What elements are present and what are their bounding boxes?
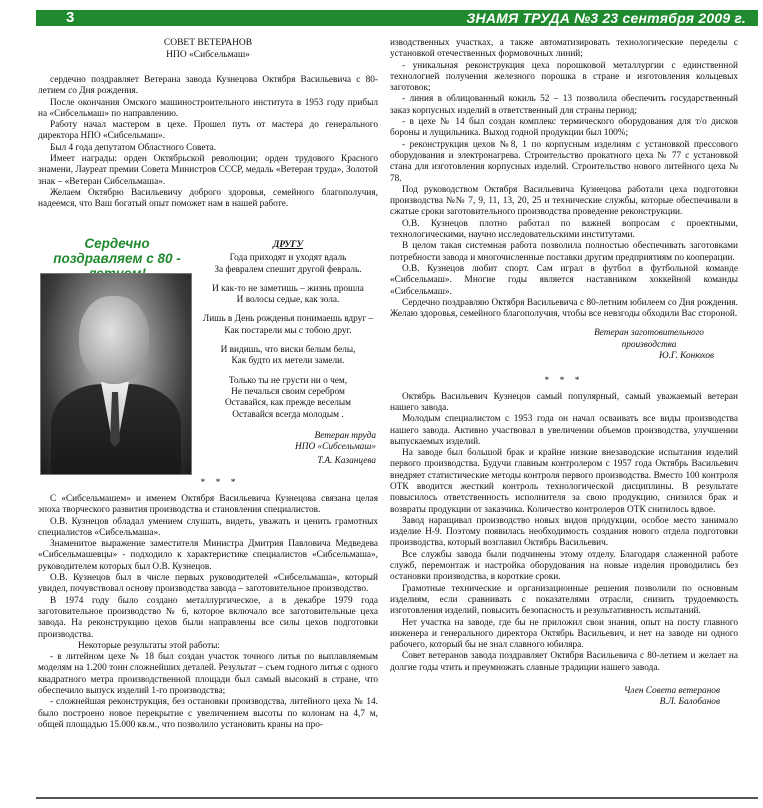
poem-signature-org: Ветеран труда НПО «Сибсельмаш» (295, 430, 376, 453)
poem-stanza: Года приходят и уходят вдаль За февралем спешит другой февраль. (214, 253, 362, 275)
paragraph: Совет ветеранов завода поздравляет Октября Васильевича с 80-летием и желает на долгие годы чтить и преумножать славные традиции нашего завода. (390, 651, 738, 673)
page-number: 3 (66, 9, 75, 26)
paragraph: Некоторые результаты этой работы: (78, 640, 220, 651)
signature-org: Член Совета ветеранов (624, 686, 720, 697)
signature-name: В.Л. Балобанов (659, 697, 720, 708)
paragraph: - сложнейшая реконструкция, без остановки производства, литейного цеха № 14. было построено новое перекрытие с увеличением высоты по колонам на 4,7 м, общей площадью 15.000 кв.м., что позволило установить краны на про- (38, 697, 378, 730)
greeting-headline: Сердечно поздравляем с 80 - (53, 236, 181, 266)
section-separator: * * * (200, 478, 240, 488)
paragraph: На заводе был большой брак и крайне низкие внезаводские испытания изделий первого производства. Будучи главным контролером с 1957 года Октябрь Васильевич внедряет статистические методы контроля первого производства. Вместо 100 контроля ОТК вводится жесткий контроль технологической дисциплины. В результате повысилось ответственность исполнителя за свою продукцию, снизился брак и возвраты продукции от заказчика. Количество контролеров ОТК снизилось вдвое. (390, 448, 738, 515)
paragraph: изводственных участках, а также автоматизировать технологические переделы с установкой отечественных формовочных линий; (390, 38, 738, 60)
paragraph: Молодым специалистом с 1953 года он начал осваивать все виды производства нашего завода. Активно участвовал в увеличении объемов производства, улучшении выпускаемых изделий. (390, 414, 738, 447)
poem-title: ДРУГУ (273, 240, 303, 250)
article-right-column (390, 38, 738, 709)
paragraph: В целом такая системная работа позволила полностью обеспечивать заготовками потребности завода и многочисленные поставки другим предприятиям по кооперации. (390, 241, 738, 263)
poem-stanza: Только ты не грусти ни о чем, Не печалься своим серебром Оставайся, как прежде веселым Оставайся всегда молодым . (224, 375, 352, 420)
bottom-rule (36, 797, 758, 799)
signature-name: Ю.Г. Конюхов (659, 351, 714, 362)
paragraph: - в литейном цехе № 18 был создан участок точного литья по выплавляемым моделям на 1.200 тонн сложнейших деталей. Результат – съем годного литья с одного квадратного метра производственной площади был самый высокий в стране, что обеспечило выпуск изделий 1-го производства; (38, 652, 378, 697)
paragraph: Все службы завода были подчинены этому отделу. Благодаря слаженной работе служб, перемонтаж и настройка оборудования на новые изделия проводились без остановки производства, в короткие сроки. (390, 549, 738, 583)
article-veterans-greeting (38, 38, 378, 211)
paragraph: сердечно поздравляет Ветерана завода Кузнецова Октября Васильевича с 80-летием со Дня рождения. (38, 75, 378, 97)
paragraph: Имеет награды: орден Октябрьской революции; орден трудового Красного знамени, Лауреат премии Совета Министров СССР, медаль «Ветеран труда», Золотой знак – «Ветеран Сибсельмаша». (38, 154, 378, 187)
paragraph: Нет участка на заводе, где бы не приложил свои знания, опыт на посту главного инженера и генерального директора Октябрь Васильевич, и нет на заводе ни одного рабочего, который бы не знал славного юбиляра. (390, 617, 738, 651)
section-separator: * * * (544, 376, 584, 387)
paragraph: В 1974 году было создано металлургическое, а в декабре 1979 года заготовительное производство № 6, которое включало все заготовительные цеха завода. На реконструкцию цехов были направлены все силы цехов подготовки производства. (38, 595, 378, 640)
paragraph: - уникальная реконструкция цеха порошковой металлургии с единственной технологией получения железного порошка в стране и изготовления кольцевых заготовок; (390, 60, 738, 94)
paragraph: - в цехе № 14 был создан комплекс термического оборудования для т/о дисков бороны и лущильника. Выход годной продукции был 100%; (390, 117, 738, 139)
paragraph: Был 4 года депутатом Областного Совета. (50, 142, 217, 153)
paragraph: Сердечно поздравляю Октября Васильевича с 80-летним юбилеем со Дня рождения. Желаю здоровья, семейного благополучия, чтобы все невзгоды обходили Вас стороной. (390, 297, 738, 320)
org-name-line2: НПО «Сибсельмаш» (166, 49, 250, 60)
paragraph: После окончания Омского машиностроительного института в 1953 году прибыл на «Сибсельмаш» по направлению. (38, 97, 378, 119)
paragraph: Знаменитое выражение заместителя Министра Дмитрия Павловича Медведева «Сибсельмашевцы» - подходило к характеристике специалистов «Сибсельмаша», руководителем которых был О.В. Кузнецов. (38, 539, 378, 572)
paragraph: Грамотные технические и организационные решения позволили по основным изделиям, если сравнивать с показателями отрасли, снизить трудоемкость изготовления изделий, повысить безопасность и результативность испытаний. (390, 583, 738, 617)
paragraph: Октябрь Васильевич Кузнецов самый популярный, самый уважаемый ветеран нашего завода. (390, 391, 738, 413)
paragraph: О.В. Кузнецов обладал умением слушать, видеть, уважать и ценить грамотных специалистов «Сибсельмаша». (38, 516, 378, 538)
poem-stanza: И видишь, что виски белым белы, Как будто их метели замели. (220, 345, 356, 367)
paragraph: - реконструкция цехов №8, 1 по корпусным изделиям с установкой прессового оборудования и электронагрева. Строительство прокатного цеха № 77 с установкой стана для изготовления корпусных изделий. Строительство нового литейного цеха № 78. (390, 139, 738, 184)
paragraph: О.В. Кузнецов плотно работал по важней вопросам с проектными, технологическими, научно исследовательскими институтами. (390, 218, 738, 241)
newspaper-title: ЗНАМЯ ТРУДА №3 23 сентября 2009 г. (466, 10, 746, 26)
paragraph: О.В. Кузнецов любит спорт. Сам играл в футбол в футбольной команде «Сибсельмаш». Многие годы является наставником хоккейной команды «Сибсельмаш». (390, 263, 738, 297)
paragraph: Под руководством Октября Васильевича Кузнецова работали цеха подготовки производства №№ 7, 9, 11, 13, 20, 25 и технические службы, которые обеспечивали в сжатые сроки заготовительного производства проведение реконструкции. (390, 184, 738, 218)
signature-org: Ветеран заготовительного производства (594, 328, 704, 350)
paragraph: Желаем Октябрю Васильевичу доброго здоровья, семейного благополучия, надеемся, что Ваш богатый опыт поможет нам в нашей работе. (38, 187, 378, 210)
portrait-photo (40, 273, 192, 475)
poem-stanza: И как-то не заметишь – жизнь прошла И волосы седые, как зола. (212, 283, 364, 306)
org-name-line1: СОВЕТ ВЕТЕРАНОВ (163, 38, 253, 48)
poem-stanza: Лишь в День рожденья понимаешь вдруг – Как постарели мы с тобою друг. (202, 314, 374, 336)
newspaper-header (36, 10, 758, 26)
poem (200, 240, 376, 468)
poem-signature-name: Т.А. Казанцева (317, 456, 376, 467)
paragraph: О.В. Кузнецов был в числе первых руководителей «Сибсельмаша», который увидел, почувствовал основу производства завода – заготовительное производство. (38, 573, 378, 595)
paragraph: Завод наращивал производство новых видов продукции, особое место занимало изделие Н-9. Поэтому появилась необходимость создания нового отдела подготовки производства, который возглавил Октябрь Васильевич. (390, 515, 738, 549)
paragraph: С «Сибсельмашем» и именем Октября Васильевича Кузнецова связана целая эпоха творческого развития производства и становления специалистов. (38, 494, 378, 516)
article-kuznetsov-history (38, 494, 378, 731)
paragraph: - линия в облицованный кокиль 52 – 13 позволила обеспечить государственный заказ корпусных изделий в ответственный для страны период; (390, 94, 738, 116)
paragraph: Работу начал мастером в цехе. Прошел путь от мастера до генерального директора НПО «Сибсельмаш». (38, 120, 378, 142)
